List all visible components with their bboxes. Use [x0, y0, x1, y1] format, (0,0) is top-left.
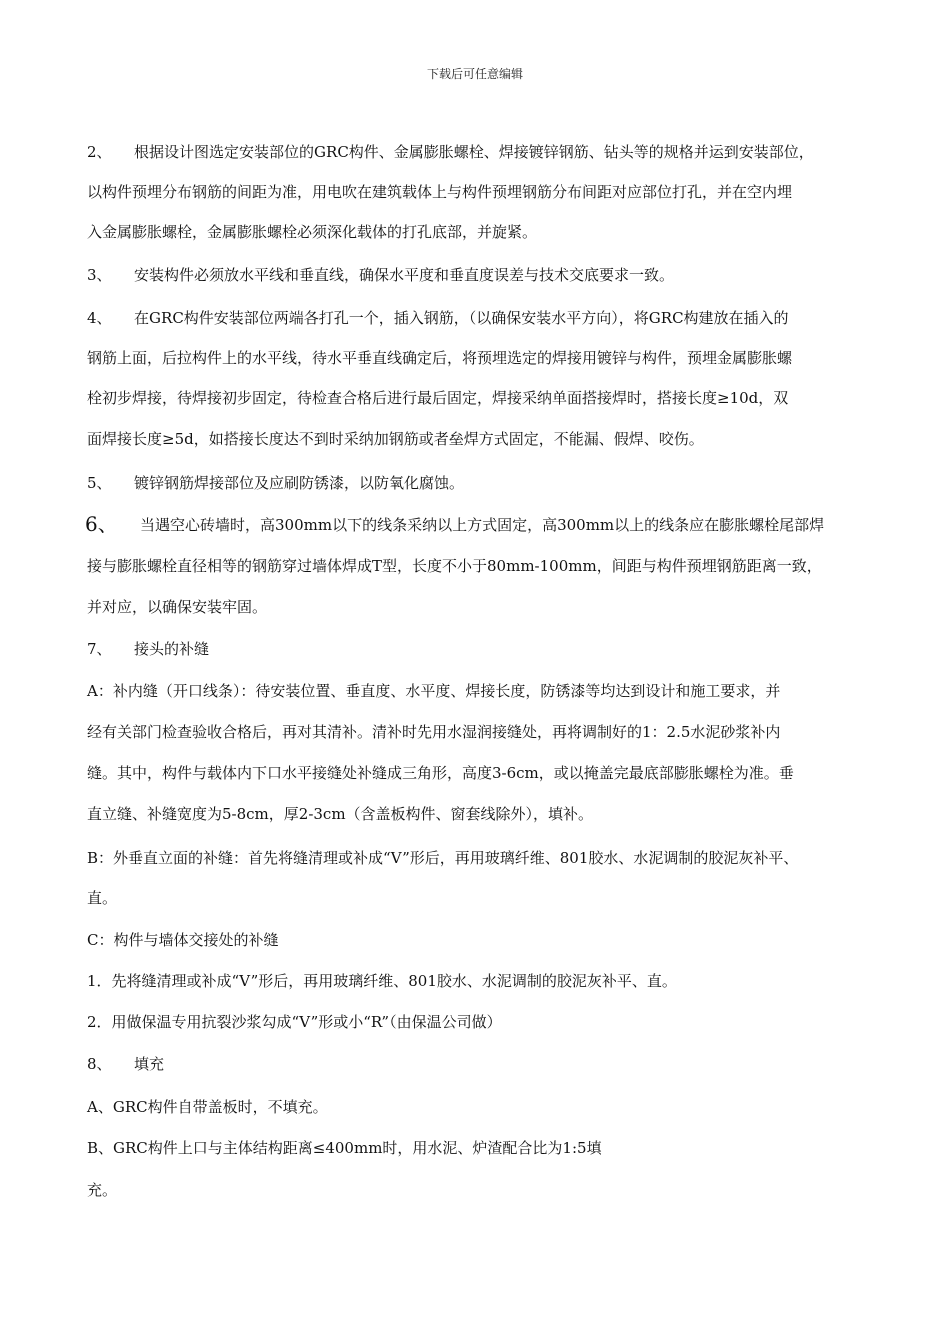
- text-line: 2．用做保温专用抗裂沙浆勾成“V”形或小“R”（由保温公司做）: [87, 1013, 502, 1031]
- text-line: 充。: [87, 1181, 118, 1199]
- text-line: 直立缝、补缝宽度为5-8cm，厚2-3cm（含盖板构件、窗套线除外），填补。: [87, 805, 594, 823]
- text-line: 经有关部门检查验收合格后，再对其清补。清补时先用水湿润接缝处，再将调制好的1：2.5水泥砂浆补内: [87, 723, 781, 741]
- text-line: B、GRC构件上口与主体结构距离≤400mm时，用水泥、炉渣配合比为1:5填: [87, 1139, 602, 1157]
- text-line: C：构件与墙体交接处的补缝: [87, 931, 279, 949]
- text-line: 3、 安装构件必须放水平线和垂直线，确保水平度和垂直度误差与技术交底要求一致。: [87, 266, 675, 284]
- text-line: B：外垂直立面的补缝：首先将缝清理或补成“V”形后，再用玻璃纤维、801胶水、水泥调制的胶泥灰补平、: [87, 849, 799, 867]
- text-line: 当遇空心砖墙时，高300mm以下的线条采纳以上方式固定，高300mm以上的线条应在膨胀螺栓尾部焊: [140, 516, 825, 534]
- text-line: 7、 接头的补缝: [87, 640, 210, 658]
- text-line: 2、 根据设计图选定安装部位的GRC构件、金属膨胀螺栓、焊接镀锌钢筋、钻头等的规格并运到安装部位，: [87, 143, 814, 161]
- text-line: 缝。其中，构件与载体内下口水平接缝处补缝成三角形，高度3-6cm，或以掩盖完最底部膨胀螺栓为准。垂: [87, 764, 794, 782]
- page-header: 下载后可任意编辑: [426, 67, 523, 81]
- text-line: 8、 填充: [87, 1055, 165, 1073]
- text-line: A、GRC构件自带盖板时，不填充。: [87, 1098, 328, 1116]
- text-line: 5、 镀锌钢筋焊接部位及应刷防锈漆，以防氧化腐蚀。: [87, 474, 465, 492]
- text-line: 面焊接长度≥5d，如搭接长度达不到时采纳加钢筋或者垒焊方式固定，不能漏、假焊、咬伤。: [87, 430, 704, 448]
- text-line: 以构件预埋分布钢筋的间距为准，用电吹在建筑载体上与构件预埋钢筋分布间距对应部位打孔，并在空内埋: [87, 183, 793, 201]
- text-line: 接与膨胀螺栓直径相等的钢筋穿过墙体焊成T型，长度不小于80mm-100mm，间距与构件预埋钢筋距离一致，: [87, 557, 822, 575]
- text-line: 栓初步焊接，待焊接初步固定，待检查合格后进行最后固定，焊接采纳单面搭接焊时，搭接长度≥10d，双: [87, 389, 789, 407]
- text-line: A：补内缝（开口线条）：待安装位置、垂直度、水平度、焊接长度，防锈漆等均达到设计和施工要求，并: [87, 682, 781, 700]
- text-line: 并对应，以确保安装牢固。: [87, 598, 268, 616]
- text-line: 入金属膨胀螺栓，金属膨胀螺栓必须深化载体的打孔底部，并旋紧。: [87, 223, 538, 241]
- text-line: 1．先将缝清理或补成“V”形后，再用玻璃纤维、801胶水、水泥调制的胶泥灰补平、直。: [87, 972, 677, 990]
- text-line: 直。: [87, 889, 118, 907]
- text-line: 4、 在GRC构件安装部位两端各打孔一个，插入钢筋，（以确保安装水平方向），将GRC构建放在插入的: [87, 309, 789, 327]
- text-line: 钢筋上面，后拉构件上的水平线，待水平垂直线确定后，将预埋选定的焊接用镀锌与构件，预埋金属膨胀螺: [87, 349, 793, 367]
- item-number: 6、: [85, 512, 118, 536]
